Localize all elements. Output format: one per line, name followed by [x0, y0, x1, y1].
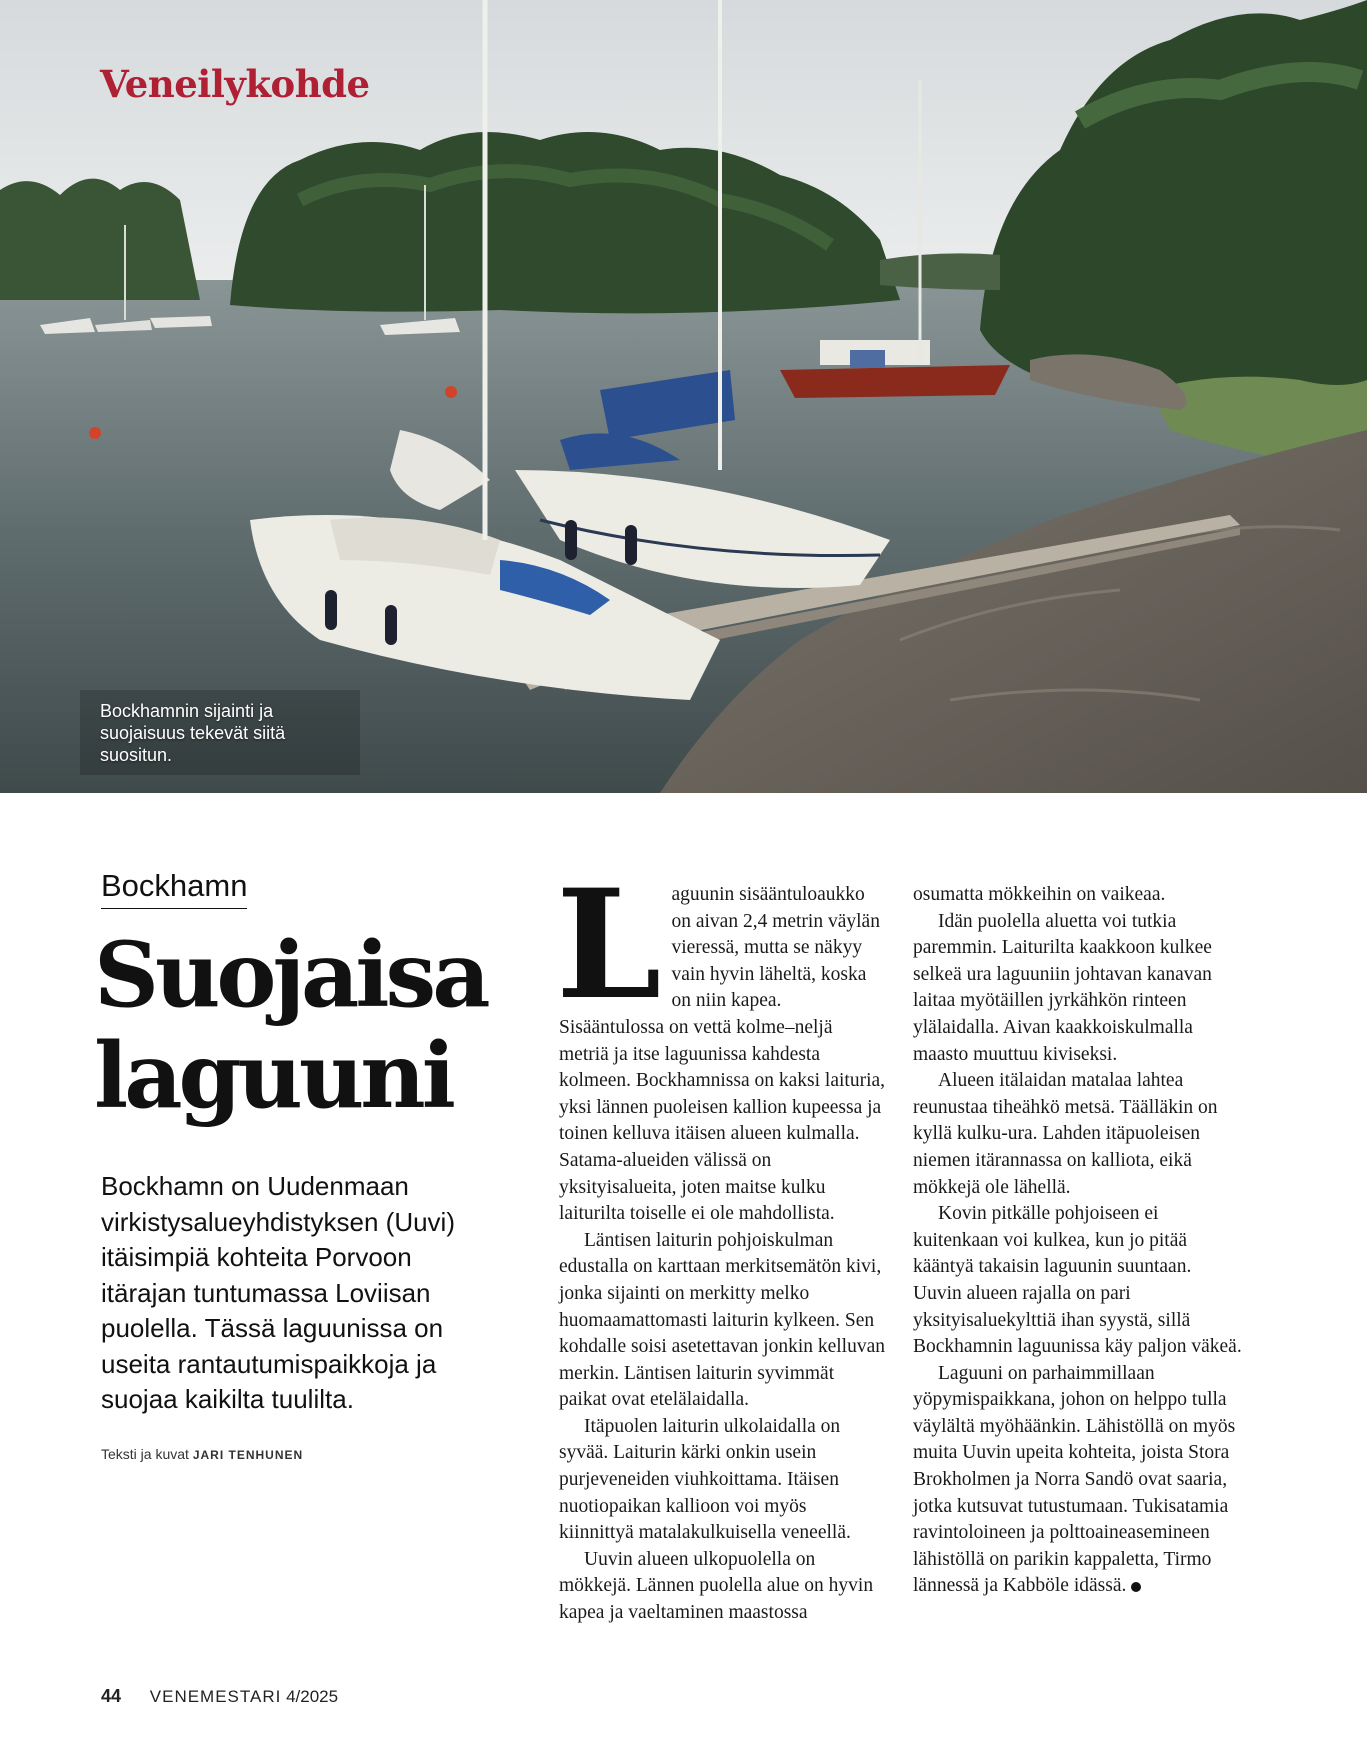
- red-sailboat-hull: [780, 365, 1010, 398]
- title-line-1: Suojaisa: [94, 922, 487, 1028]
- fender: [625, 525, 637, 565]
- paragraph: Läntisen laiturin pohjoiskulman edustalla on karttaan merkitsemätön kivi, jonka sijainti on merkitty melko huomaamattomasti laiturin kylkeen. Sen kohdalle soisi asetettavan jonkin kelluvan merkin. Läntisen laiturin syvimmät paikat ovat etelälaidalla.: [559, 1229, 886, 1411]
- page-number: 44: [101, 1686, 122, 1706]
- paragraph-last: [913, 1361, 1243, 1600]
- hero-photo: [0, 0, 1367, 793]
- small-boat: [150, 316, 212, 328]
- buoy: [89, 427, 101, 439]
- magazine-name: VENEMESTARI: [149, 1687, 282, 1706]
- paragraph-text: Laguuni on parhaimmillaan yöpymispaikkana, johon on helppo tulla väylältä myöhäänkin. Lähistöllä on myös muita Uuvin upeita kohteita, joista Stora Brokholmen ja Norra Sandö ovat saaria, jotka kutsuvat tutustumaan. Tukisatamia ravintoloineen ja polttoaineasemineen lähistöllä on parikin kappaletta, Tirmo lännessä ja Kabböle idässä.: [913, 1362, 1236, 1597]
- byline: [101, 1446, 303, 1462]
- harbor-photo: [0, 0, 1367, 793]
- paragraph: Alueen itälaidan matalaa lahtea reunustaa tiheähkö metsä. Täälläkin on kyllä kulku-ura. Lahden itäpuoleisen niemen itärannassa on kalliota, eikä mökkejä ole lähellä.: [913, 1070, 1218, 1198]
- body-column-1: [556, 857, 886, 1627]
- fender: [325, 590, 337, 630]
- fender: [385, 605, 397, 645]
- article-title: [94, 922, 514, 1129]
- issue-number: 4/2025: [286, 1687, 339, 1706]
- location-label: Bockhamn: [101, 868, 247, 909]
- photo-caption: Bockhamnin sijainti ja suojaisuus tekevät siitä suositun.: [100, 701, 286, 765]
- end-mark-icon: [1131, 1582, 1141, 1592]
- paragraph: Uuvin alueen ulkopuolella on mökkejä. Lännen puolella alue on hyvin kapea ja vaeltaminen maastossa: [559, 1548, 874, 1624]
- page-footer: [101, 1686, 338, 1707]
- paragraph: Idän puolella aluetta voi tutkia paremmin. Laiturilta kaakkoon kulkee selkeä ura laguuniin johtavan kanavan laitaa myötäillen jyrkähkön rinteen ylälaidalla. Aivan kaakkoiskulmalla maasto muuttuu kiviseksi.: [913, 910, 1212, 1065]
- distant-shore: [880, 253, 1000, 290]
- red-sailboat-cover: [850, 350, 885, 368]
- paragraph: osumatta mökkeihin on vaikeaa.: [913, 884, 1166, 905]
- title-line-2: laguuni: [94, 1023, 452, 1129]
- drop-cap: L: [556, 857, 662, 1033]
- section-label: Veneilykohde: [100, 62, 370, 106]
- buoy: [445, 386, 457, 398]
- paragraph: aguunin sisääntuloaukko on aivan 2,4 metrin väylän vieressä, mutta se näkyy vain hyvin läheltä, koska on niin kapea. Sisääntulossa on vettä kolme–neljä metriä ja itse laguunissa kahdesta kolmeen. Bockhamnissa on kaksi laituria, yksi lännen puoleisen kallion kupeessa ja toinen kelluva itäisen alueen kulmalla. Satama-alueiden välissä on yksityisalueita, joten maitse kulku laiturilta toiselle ei ole mahdollista.: [559, 884, 886, 1225]
- paragraph: Kovin pitkälle pohjoiseen ei kuitenkaan voi kulkea, kun jo pitää kääntyä takaisin laguunin suuntaan. Uuvin alueen rajalla on pari yksityisaluekylttiä ihan syystä, sillä Bockhamnin laguunissa käy paljon väkeä.: [913, 1203, 1242, 1358]
- byline-author: JARI TENHUNEN: [192, 1448, 304, 1462]
- byline-prefix: Teksti ja kuvat: [101, 1446, 189, 1462]
- far-forest-left: [0, 179, 200, 300]
- article-lede: Bockhamn on Uudenmaan virkistysalueyhdistyksen (Uuvi) itäisimpiä kohteita Porvoon itärajan tuntumassa Loviisan puolella. Tässä laguunissa on useita rantautumispaikkoja ja suojaa kaikilta tuulilta.: [101, 1171, 455, 1414]
- fender: [565, 520, 577, 560]
- paragraph: Itäpuolen laiturin ulkolaidalla on syvää. Laiturin kärki onkin usein purjeveneiden viuhkoittama. Itäisen nuotiopaikan kallioon voi myös kiinnittyä matalakulkuisella veneellä.: [559, 1415, 851, 1544]
- body-column-2: [913, 882, 1243, 1600]
